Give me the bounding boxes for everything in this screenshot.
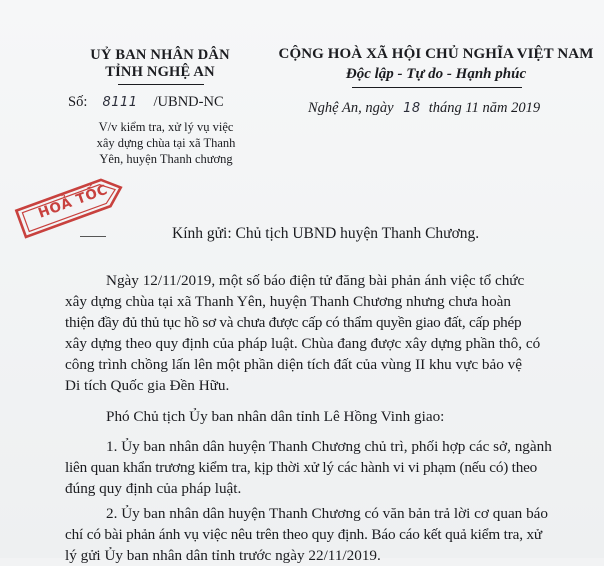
agency-name-line2: TỈNH NGHỆ AN	[105, 64, 215, 80]
date-day-handwritten: 18	[403, 101, 421, 116]
item2-line-1: 2. Ủy ban nhân dân huyện Thanh Chương có văn bản trả lời cơ quan báo	[106, 505, 549, 522]
item1-line-3: đúng quy định của pháp luật.	[65, 480, 242, 497]
stamp-text: HOẢ TỐC	[36, 181, 110, 222]
agency-underline	[118, 84, 204, 85]
paragraph1-line-3: thiện đầy đủ thủ tục hồ sơ và chưa được cấp có thẩm quyền giao đất, cấp phép	[65, 314, 522, 331]
paragraph2-line: Phó Chủ tịch Ủy ban nhân dân tỉnh Lê Hồng Vinh giao:	[106, 408, 445, 425]
dateline	[308, 100, 540, 117]
agency-name-line1: UỶ BAN NHÂN DÂN	[90, 47, 230, 63]
item1-line-1: 1. Ủy ban nhân dân huyện Thanh Chương chủ trì, phối hợp các sở, ngành	[106, 438, 552, 455]
document-number	[68, 91, 224, 111]
paragraph1-line-5: công trình chồng lấn lên một phần diện tích đất của vùng II khu vực bảo vệ	[65, 356, 522, 373]
date-prefix: Nghệ An, ngày	[308, 100, 394, 116]
item1-line-2: liên quan khẩn trương kiểm tra, kịp thời xử lý các hành vi vi phạm (nếu có) theo	[65, 459, 538, 476]
national-motto: Độc lập - Tự do - Hạnh phúc	[345, 66, 527, 82]
paragraph1-line-4: xây dựng theo quy định của pháp luật. Chùa đang được xây dựng phần thô, có	[65, 335, 541, 352]
number-handwritten: 8111	[102, 95, 138, 110]
subject-line-1: V/v kiểm tra, xử lý vụ việc	[98, 120, 234, 134]
motto-underline	[352, 87, 522, 88]
number-suffix: /UBND-NC	[153, 94, 224, 110]
stamp-mark	[80, 236, 106, 237]
recipient-line: Kính gửi: Chủ tịch UBND huyện Thanh Chương.	[172, 225, 480, 242]
date-suffix: tháng 11 năm 2019	[428, 100, 541, 116]
subject-line-3: Yên, huyện Thanh chương	[99, 152, 233, 166]
number-prefix: Số:	[68, 94, 88, 110]
paragraph1-line-6: Di tích Quốc gia Đền Hữu.	[65, 377, 230, 394]
subject-line-2: xây dựng chùa tại xã Thanh	[96, 136, 236, 150]
paragraph1-line-1: Ngày 12/11/2019, một số báo điện tử đăng bài phản ánh việc tổ chức	[106, 272, 525, 289]
item2-line-3: lý gửi Ủy ban nhân dân tỉnh trước ngày 22/11/2019.	[65, 547, 381, 564]
urgent-stamp	[9, 167, 132, 244]
nation-title: CỘNG HOÀ XÃ HỘI CHỦ NGHĨA VIỆT NAM	[278, 46, 594, 62]
paragraph1-line-2: xây dựng chùa tại xã Thanh Yên, huyện Thanh Chương nhưng chưa hoàn	[65, 293, 511, 310]
item2-line-2: chí có bài phản ánh vụ việc nêu trên theo quy định. Báo cáo kết quả kiểm tra, xử	[65, 526, 543, 543]
